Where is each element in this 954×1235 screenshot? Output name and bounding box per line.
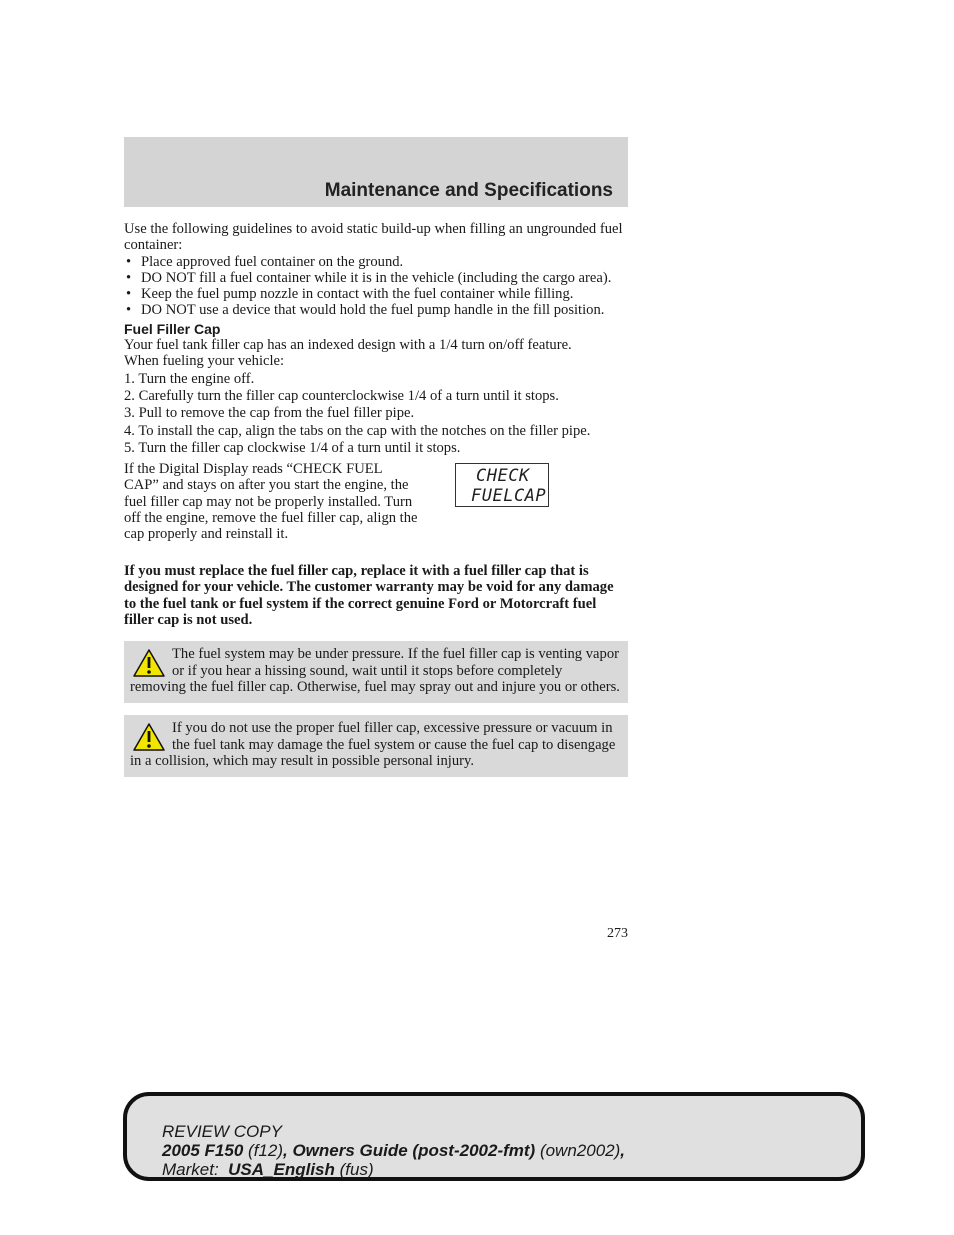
warning-text: If you do not use the proper fuel filler cap, excessive pressure or vacuum in the fuel tank may damage the fuel system or cause the fuel cap to disengage in a collision, which may result in possible personal injury.: [130, 720, 616, 769]
warning-triangle-icon: [132, 648, 166, 678]
market: USA_English: [228, 1160, 335, 1179]
display-line-1: CHECK: [476, 466, 530, 487]
guide-code: (own2002): [539, 1141, 621, 1160]
footer-text: [162, 1122, 625, 1179]
model-code: (f12): [248, 1141, 283, 1160]
replacement-warning: If you must replace the fuel filler cap, replace it with a fuel filler cap that is designed for your vehicle. The customer warranty may be void for any damage to the fuel tank or fuel system if the correct genuine Ford or Motorcraft fuel filler cap is not used.: [124, 563, 614, 629]
list-item: • Place approved fuel container on the ground.: [124, 254, 628, 270]
list-item: • DO NOT fill a fuel container while it is in the vehicle (including the cargo area).: [124, 270, 628, 286]
guide-comma: ,: [620, 1141, 625, 1160]
market-code: (fus): [339, 1160, 374, 1179]
section-header: [124, 137, 628, 207]
step-item: 2. Carefully turn the filler cap counterclockwise 1/4 of a turn until it stops.: [124, 387, 559, 404]
cap-description: Your fuel tank filler cap has an indexed design with a 1/4 turn on/off feature.: [124, 337, 572, 354]
step-item: 4. To install the cap, align the tabs on the cap with the notches on the filler pipe.: [124, 422, 591, 439]
step-item: 5. Turn the filler cap clockwise 1/4 of a turn until it stops.: [124, 439, 461, 456]
section-heading: Fuel Filler Cap: [124, 320, 221, 337]
check-fuel-cap-display: [455, 463, 549, 507]
review-label: REVIEW COPY: [162, 1122, 282, 1141]
main-content: [124, 221, 628, 777]
intro-paragraph: Use the following guidelines to avoid static build-up when filling an ungrounded fuel container:: [124, 221, 623, 254]
warning-text: The fuel system may be under pressure. If the fuel filler cap is venting vapor or if you hear a hissing sound, wait until it stops before completely removing the fuel filler cap. Otherwise, fuel may spray out and injure you or others.: [130, 646, 620, 695]
market-label: Market:: [162, 1160, 219, 1179]
page-number: 273: [607, 926, 628, 941]
review-footer: [123, 1092, 865, 1181]
guide-title: , Owners Guide (post-2002-fmt): [283, 1141, 536, 1160]
step-item: 3. Pull to remove the cap from the fuel filler pipe.: [124, 405, 415, 422]
market-line: [162, 1160, 625, 1179]
model: 2005 F150: [162, 1141, 244, 1160]
warning-triangle-icon: [132, 722, 166, 752]
warning-box: [124, 715, 628, 777]
list-item: • Keep the fuel pump nozzle in contact with the fuel container while filling.: [124, 286, 628, 302]
display-description: If the Digital Display reads “CHECK FUEL CAP” and stays on after you start the engine, the fuel filler cap may not be properly installed. Turn off the engine, remove the fuel filler cap, align the cap properly and reinstall it.: [124, 461, 418, 543]
digital-display-section: [124, 461, 628, 559]
list-item: • DO NOT use a device that would hold the fuel pump handle in the fill position.: [124, 302, 628, 318]
fueling-intro: When fueling your vehicle:: [124, 353, 285, 370]
warning-box: [124, 641, 628, 703]
page-title: Maintenance and Specifications: [324, 180, 613, 201]
display-line-2: FUELCAP: [471, 486, 547, 507]
step-item: 1. Turn the engine off.: [124, 370, 255, 387]
guideline-list: [124, 254, 628, 319]
guide-line: [162, 1141, 625, 1160]
